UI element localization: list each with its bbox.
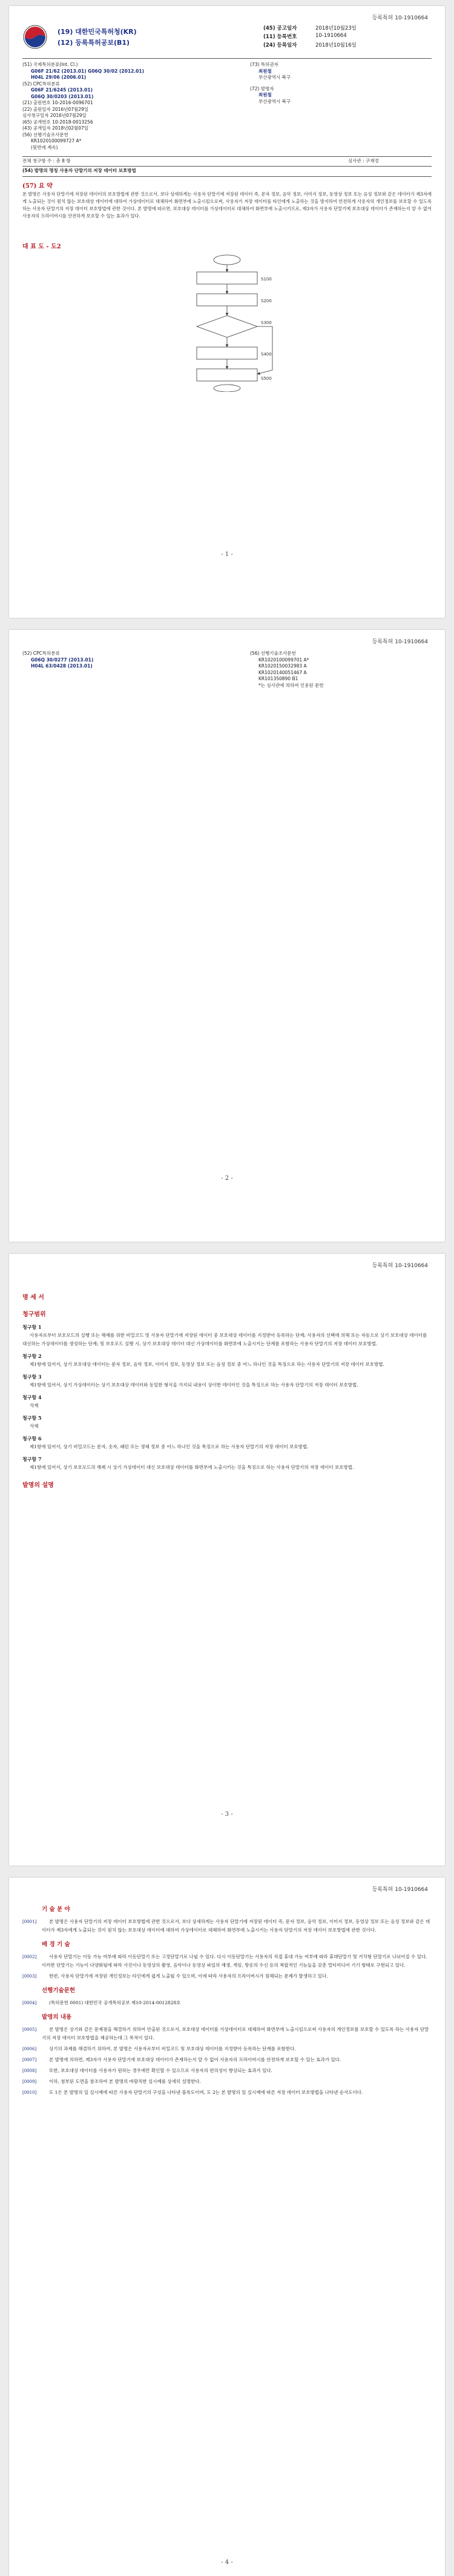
document-number: 등록특허 10-1910664 [372, 639, 428, 645]
claims-count: 전체 청구항 수 : 총 8 항 [22, 158, 71, 164]
page-number: - 1 - [221, 551, 233, 558]
paragraph: [0001] 본 발명은 사용자 단말기의 저장 데이터 보호방법에 관한 것으로서, 보다 상세하게는 사용자 단말기에 저장된 데이터 즉, 문자 정보, 음악 정보, 이미지 정보, 동영상 정보 또는 음성 정보와 같은 데이터가 제3자에게 노출되는 것이 원치 않는 보호대상 데이터에 대하여 가상데이터로 대체하여 화면부에 노출시키는 사용자 단말기의 저장 데이터 보호방법에 관한 것이다. [22, 1919, 430, 1933]
claim-heading: 청구항 2 [22, 1353, 42, 1359]
claim-heading: 청구항 5 [22, 1415, 42, 1421]
step-label: S300 [261, 320, 272, 325]
claim-text: 제1항에 있어서, 상기 비밀코드는 문자, 숫자, 패턴 또는 생체 정보 중 어느 하나인 것을 특징으로 하는 사용자 단말기의 저장 데이터 보호방법. [30, 1444, 309, 1449]
paragraph: [0006] 상기의 과제를 해결하기 위하여, 본 발명은 사용자로부터 비밀코드 및 보호대상 데이터를 지정받아 등록하는 단계를 포함한다. [22, 2046, 296, 2051]
abstract-text: 본 발명은 사용자 단말기에 저장된 데이터의 보호방법에 관한 것으로서, 보다 상세하게는 사용자 단말기에 저장된 데이터 즉, 문자 정보, 음악 정보, 이미지 정보, 동영상 정보 또는 음성 정보와 같은 데이터가 제3자에게 노출되는 것이 원치 않는 보호대상 데이터에 대하여 가상데이터로 대체하여 화면부에 노출시킴으로써, 사용자가 저장 데이터를 타인에게 노출하는 것을 방지하여 안전하게 사용자의 개인정보를 보호할 수 있도록 하는 사용자 단말기의 저장 데이터 보호방법에 관한 것이다. 본 발명에 따르면, 보호대상 데이터를 가상데이터로 대체하여 화면부에 노출시키므로, 제3자가 사용자 단말기에 보호대상 데이터가 존재하는지 알 수 없어 사용자의 프라이버시를 안전하게 보호할 수 있는 효과가 있다. [22, 191, 432, 219]
section-heading: 배 경 기 술 [42, 1941, 70, 1948]
claim-heading: 청구항 4 [22, 1394, 42, 1400]
patent-page-3 [9, 1254, 445, 1866]
paragraph: [0008] 또한, 보호대상 데이터를 사용자가 원하는 경우에만 확인할 수 있으므로 사용자의 편의성이 향상되는 효과가 있다. [22, 2068, 273, 2073]
publication-kind: (12) 등록특허공보(B1) [58, 39, 130, 47]
document-number: 등록특허 10-1910664 [372, 15, 428, 21]
claim-heading: 청구항 6 [22, 1435, 42, 1442]
description-section [22, 1899, 432, 2099]
claim-text: 삭제 [30, 1423, 39, 1429]
specification-title: 명 세 서 [22, 1294, 44, 1301]
paragraph: [0004] (특허문헌 0001) 대한민국 공개특허공보 제10-2014-0012828호 [22, 2000, 181, 2005]
claim-text: 제1항에 있어서, 상기 가상데이터는 상기 보호대상 데이터와 동일한 형식을 가지되 내용이 상이한 데이터인 것을 특징으로 하는 사용자 단말기의 저장 데이터 보호방법. [30, 1382, 358, 1388]
paragraph: [0005] 본 발명은 상기와 같은 문제점을 해결하기 위하여 안출된 것으로서, 보호대상 데이터를 가상데이터로 대체하여 화면부에 노출시킴으로써 사용자의 개인정보를 보호할 수 있도록 하는 사용자 단말기의 저장 데이터 보호방법을 제공하는데 그 목적이 있다. [22, 2027, 429, 2041]
patent-page-2 [9, 630, 445, 1242]
step-label: S500 [261, 376, 272, 381]
claims-section [22, 1294, 432, 1490]
biblio-left-cont: (52) CPC특허분류 G06Q 30/0277 (2013.01) H04L 63/0428 (2013.01) [22, 651, 94, 669]
claims-title: 청구범위 [22, 1311, 46, 1318]
reg-date: (24) 등록일자 2018년10월16일 [263, 42, 357, 48]
biblio-right: (73) 특허권자 최원철 부산광역시 북구 (72) 발명자 최원철 부산광역시 북구 [250, 62, 291, 104]
office-name: (19) 대한민국특허청(KR) [58, 28, 137, 36]
step-label: S400 [261, 352, 272, 357]
invention-title: (54) 발명의 명칭 사용자 단말기의 저장 데이터 보호방법 [22, 168, 136, 173]
divider [22, 166, 432, 167]
paragraph: [0002] 사용자 단말기는 이동 가능 여부에 따라 이동단말기 또는 고정단말기로 나뉠 수 있다. 다시 이동단말기는 사용자의 직접 휴대 가능 여부에 따라 휴대단말기 및 거치형 단말기로 나뉘어질 수 있다. 이러한 단말기는 기능이 다양화됨에 따라 사진이나 동영상의 촬영, 음악이나 동영상 파일의 재생, 게임, 방송의 수신 등의 복합적인 기능들을 갖춘 멀티미디어 기기 형태로 구현되고 있다. [22, 1954, 427, 1968]
biblio-left: (51) 국제특허분류(Int. Cl.) G06F 21/62 (2013.01) G06Q 30/02 (2012.01) H04L 29/06 (2006.01) (52) CPC특허분류 G06F 21/6245 (2013.01) G06Q 30/0203 (2013.01) (21) 출원번호 10-2016-0096701 (22) 출원일자 2016년07월29일 심사청구일자 2016년07월29일 (65) 공개번호 10-2018-0013256 (43) 공개일자 2018년02월07일 (56) 선행기술조사문헌 KR1020100099727 A* (뒷면에 계속) [22, 62, 144, 150]
paragraph: [0009] 이하, 첨부된 도면을 참조하여 본 발명의 바람직한 실시예를 상세히 설명한다. [22, 2079, 201, 2084]
description-title: 발명의 설명 [22, 1482, 54, 1489]
patent-header [22, 24, 432, 53]
claim-text: 사용자로부터 보호모드의 실행 또는 해제를 위한 비밀코드 및 사용자 단말기에 저장된 데이터 중 보호대상 데이터를 지정받아 등록하는 단계; 사용자의 선택에 의해 또는 자동으로 상기 보호대상 데이터를 대신하는 가상데이터를 생성하는 단계; 및 보호모드 실행 시, 상기 보호대상 데이터 대신 가상데이터를 화면부에 노출시키는 단계를 포함하는 사용자 단말기의 저장 데이터 보호방법. [22, 1333, 427, 1346]
claim-heading: 청구항 3 [22, 1374, 42, 1380]
paragraph: [0003] 한편, 사용자 단말기에 저장된 개인정보는 타인에게 쉽게 노출될 수 있으며, 이에 따라 사용자의 프라이버시가 침해되는 문제가 발생하고 있다. [22, 1973, 328, 1979]
section-heading: 발명의 내용 [42, 2014, 72, 2021]
step-label: S200 [261, 299, 272, 303]
abstract-heading: (57) 요 약 [22, 183, 53, 190]
page-number: - 3 - [221, 1811, 233, 1818]
biblio-right-cont: (56) 선행기술조사문헌 KR1020100099701 A* KR1020150032983 A KR1020140051467 A KR101350890 B1 *는 심사관에 의하여 인용된 문헌 [250, 651, 324, 688]
patent-page-4 [9, 1878, 445, 2576]
examiner: 심사관 : 구재정 [348, 158, 379, 164]
page-number: - 4 - [221, 2559, 233, 2566]
section-heading: 선행기술문헌 [42, 1987, 76, 1994]
reg-number: (11) 등록번호 10-1910664 [263, 33, 347, 40]
paragraph: [0010] 도 1은 본 발명의 일 실시예에 따른 사용자 단말기의 구성을 나타낸 블록도이며, 도 2는 본 발명의 일 실시예에 따른 저장 데이터 보호방법을 나타낸 순서도이다. [22, 2090, 363, 2095]
divider [22, 176, 432, 177]
section-heading: 기 술 분 야 [42, 1906, 70, 1913]
claim-text: 제1항에 있어서, 상기 보호대상 데이터는 문자 정보, 음악 정보, 이미지 정보, 동영상 정보 또는 음성 정보 중 어느 하나인 것을 특징으로 하는 사용자 단말기의 저장 데이터 보호방법. [30, 1362, 384, 1367]
claim-heading: 청구항 7 [22, 1456, 42, 1462]
kipo-logo-icon [22, 24, 48, 50]
step-label: S100 [261, 277, 272, 282]
claim-text: 제1항에 있어서, 상기 보호모드의 해제 시 상기 가상데이터 대신 보호대상 데이터를 화면부에 노출시키는 것을 특징으로 하는 사용자 단말기의 저장 데이터 보호방법. [30, 1465, 354, 1470]
flowchart-figure [148, 253, 306, 392]
representative-figure-label: 대 표 도 - 도2 [22, 243, 61, 250]
divider [22, 156, 432, 157]
pub-date: (45) 공고일자 2018년10월23일 [263, 25, 357, 31]
paragraph: [0007] 본 발명에 의하면, 제3자가 사용자 단말기에 보호대상 데이터가 존재하는지 알 수 없어 사용자의 프라이버시를 안전하게 보호할 수 있는 효과가 있다. [22, 2057, 341, 2062]
patent-page-1 [9, 6, 445, 618]
page-number: - 2 - [221, 1175, 233, 1182]
claim-heading: 청구항 1 [22, 1324, 42, 1330]
document-number: 등록특허 10-1910664 [372, 1263, 428, 1269]
document-number: 등록특허 10-1910664 [372, 1887, 428, 1893]
claim-text: 삭제 [30, 1403, 39, 1408]
divider [22, 58, 432, 59]
